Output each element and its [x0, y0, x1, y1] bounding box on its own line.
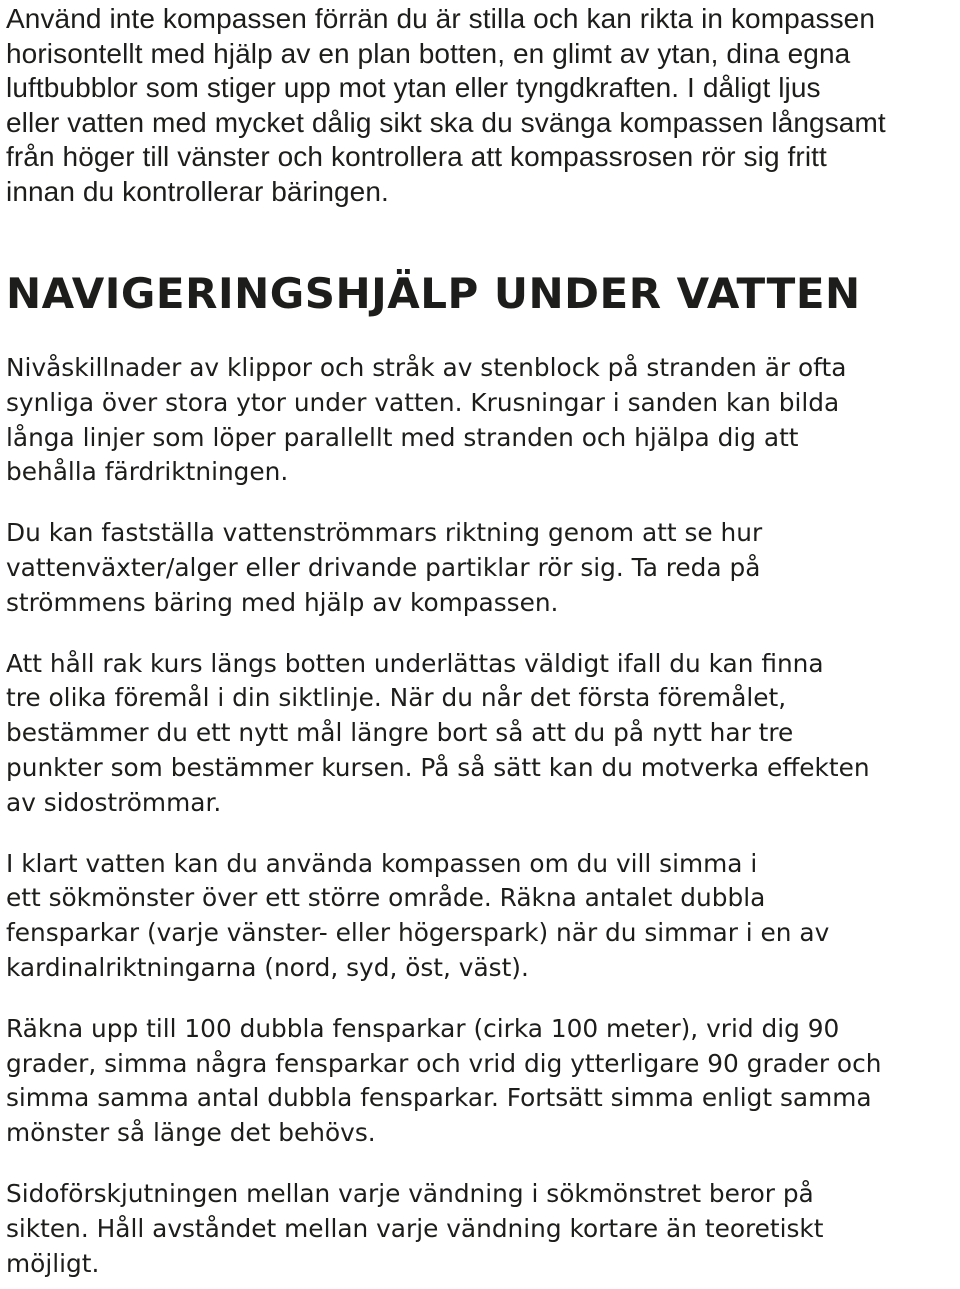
paragraph-line: ett sökmönster över ett större område. Räkna antalet dubbla: [6, 883, 766, 913]
paragraph-line: långa linjer som löper parallellt med stranden och hjälpa dig att: [6, 422, 799, 452]
intro-line: Använd inte kompassen förrän du är stilla och kan rikta in kompassen: [6, 3, 876, 34]
paragraph-line: sikten. Håll avståndet mellan varje vändning kortare än teoretiskt: [6, 1213, 824, 1243]
body-paragraph-6: [6, 1177, 960, 1281]
document-page: [6, 0, 960, 1281]
intro-line: horisontellt med hjälp av en plan botten, en glimt av ytan, dina egna: [6, 37, 851, 69]
paragraph-line: mönster så länge det behövs.: [6, 1118, 376, 1148]
paragraph-line: behålla färdriktningen.: [6, 457, 289, 487]
paragraph-line: Sidoförskjutningen mellan varje vändning i sökmönstret beror på: [6, 1178, 814, 1208]
intro-line: eller vatten med mycket dålig sikt ska du svänga kompassen långsamt: [6, 106, 886, 138]
paragraph-line: vattenväxter/alger eller drivande partiklar rör sig. Ta reda på: [6, 552, 761, 582]
paragraph-line: bestämmer du ett nytt mål längre bort så att du på nytt har tre: [6, 718, 794, 748]
paragraph-line: strömmens bäring med hjälp av kompassen.: [6, 587, 559, 617]
paragraph-line: synliga över stora ytor under vatten. Krusningar i sanden kan bilda: [6, 387, 840, 417]
intro-paragraph: [6, 2, 960, 209]
paragraph-line: Räkna upp till 100 dubbla fensparkar (cirka 100 meter), vrid dig 90: [6, 1013, 840, 1043]
paragraph-line: Du kan fastställa vattenströmmars riktning genom att se hur: [6, 518, 763, 548]
intro-line: luftbubblor som stiger upp mot ytan eller tyngdkraften. I dåligt ljus: [6, 72, 821, 103]
paragraph-line: grader, simma några fensparkar och vrid dig ytterligare 90 grader och: [6, 1048, 882, 1078]
paragraph-line: Att håll rak kurs längs botten underlättas väldigt ifall du kan finna: [6, 648, 824, 678]
body-paragraph-3: [6, 647, 960, 821]
paragraph-line: kardinalriktningarna (nord, syd, öst, väst).: [6, 952, 529, 982]
paragraph-line: fensparkar (varje vänster- eller högerspark) när du simmar i en av: [6, 918, 830, 948]
body-paragraph-1: [6, 351, 960, 490]
paragraph-line: Nivåskillnader av klippor och stråk av stenblock på stranden är ofta: [6, 353, 847, 382]
intro-line: från höger till vänster och kontrollera att kompassrosen rör sig fritt: [6, 141, 827, 172]
paragraph-line: punkter som bestämmer kursen. På så sätt kan du motverka effekten: [6, 752, 870, 782]
section-heading: NAVIGERINGSHJÄLP UNDER VATTEN: [6, 269, 861, 318]
intro-line: innan du kontrollerar bäringen.: [6, 175, 389, 207]
paragraph-line: simma samma antal dubbla fensparkar. Fortsätt simma enligt samma: [6, 1083, 872, 1113]
paragraph-line: av sidoströmmar.: [6, 787, 222, 817]
body-paragraph-5: [6, 1012, 960, 1151]
body-paragraph-2: [6, 516, 960, 620]
paragraph-line: I klart vatten kan du använda kompassen om du vill simma i: [6, 848, 758, 878]
paragraph-line: möjligt.: [6, 1248, 100, 1278]
body-paragraph-4: [6, 847, 960, 986]
paragraph-line: tre olika föremål i din siktlinje. När du når det första föremålet,: [6, 683, 787, 713]
